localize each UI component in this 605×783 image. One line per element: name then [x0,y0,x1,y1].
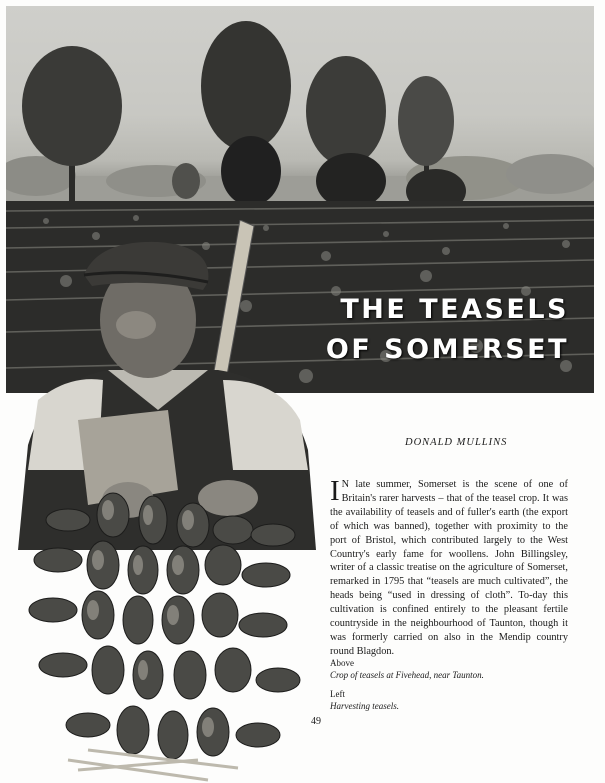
farmer-harvesting-photo [8,220,326,783]
caption-text: Harvesting teasels. [330,701,399,711]
page-number: 49 [311,716,321,727]
title-line-1: THE TEASELS [340,294,569,325]
caption-label: Above [330,658,354,668]
title-line-2: OF SOMERSET [325,334,569,365]
article-title [326,290,569,370]
caption-left [330,688,399,712]
article-body-text: N late summer, Somerset is the scene of one of Britain's rarer harvests – that of the teasel crop. It was the availability of teasels and of fuller's earth (the export of which was banned), together with proximity to the port of Bristol, which contributed largely to the West Country's early fame for woollens. John Billingsley, writer of a classic treatise on the agriculture of Somerset, remarked in 1795 that “teasels are much cultivated”, the heads being “used in dressing of cloth”. To-day this cultivation is confined entirely to the pleasant fertile countryside in the neighbourhood of Taunton, though it was formerly carried on also in the Mendip country round Blagdon. [330,479,568,657]
article-body [330,475,568,659]
caption-text: Crop of teasels at Fivehead, near Taunton. [330,670,484,680]
drop-cap: I [330,475,340,507]
caption-above [330,657,484,681]
caption-label: Left [330,689,345,699]
author-byline: DONALD MULLINS [405,437,508,448]
